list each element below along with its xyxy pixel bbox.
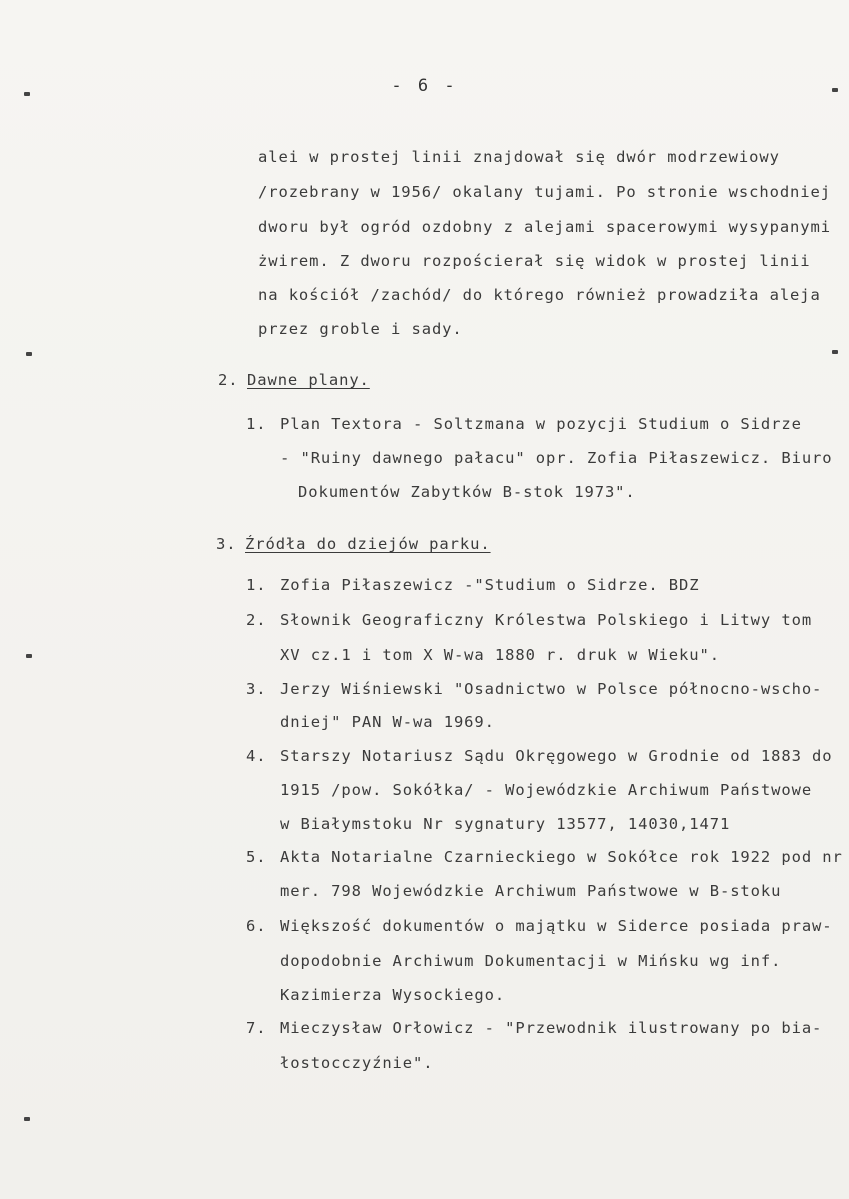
list-item-number: 6. xyxy=(246,917,267,935)
list-item-line: dniej" PAN W-wa 1969. xyxy=(280,713,495,731)
list-item-number: 2. xyxy=(246,611,267,629)
list-item-number: 7. xyxy=(246,1019,267,1037)
text-line: na kościół /zachód/ do którego również prowadziła aleja xyxy=(258,286,821,304)
list-item-line: Plan Textora - Soltzmana w pozycji Studium o Sidrze xyxy=(280,415,802,433)
list-item-line: łostocczyźnie". xyxy=(280,1054,434,1072)
list-item-line: mer. 798 Wojewódzkie Archiwum Państwowe w B-stoku xyxy=(280,882,782,900)
list-item-line: dopodobnie Archiwum Dokumentacji w Mińsku wg inf. xyxy=(280,952,782,970)
text-line: /rozebrany w 1956/ okalany tujami. Po stronie wschodniej xyxy=(258,183,831,201)
list-item-number: 1. xyxy=(246,576,267,594)
section-heading: Źródła do dziejów parku. xyxy=(245,535,491,553)
list-item-number: 3. xyxy=(246,680,267,698)
list-item-number: 1. xyxy=(246,415,267,433)
list-item-line: Starszy Notariusz Sądu Okręgowego w Grodnie od 1883 do xyxy=(280,747,833,765)
list-item-number: 4. xyxy=(246,747,267,765)
text-line: dworu był ogród ozdobny z alejami spacerowymi wysypanymi xyxy=(258,218,831,236)
margin-mark xyxy=(26,352,32,356)
section-number: 3. xyxy=(216,535,237,553)
margin-mark xyxy=(26,654,32,658)
text-line: alei w prostej linii znajdował się dwór modrzewiowy xyxy=(258,148,780,166)
list-item-number: 5. xyxy=(246,848,267,866)
list-item-line: Kazimierza Wysockiego. xyxy=(280,986,506,1004)
list-item-line: XV cz.1 i tom X W-wa 1880 r. druk w Wieku". xyxy=(280,646,720,664)
list-item-line: Zofia Piłaszewicz -"Studium o Sidrze. BDZ xyxy=(280,576,700,594)
list-item-line: Jerzy Wiśniewski "Osadnictwo w Polsce północno-wscho- xyxy=(280,680,823,698)
list-item-line: - "Ruiny dawnego pałacu" opr. Zofia Piłaszewicz. Biuro xyxy=(280,449,833,467)
text-line: przez groble i sady. xyxy=(258,320,463,338)
section-heading: Dawne plany. xyxy=(247,371,370,389)
list-item-line: w Białymstoku Nr sygnatury 13577, 14030,1471 xyxy=(280,815,731,833)
list-item-line: Większość dokumentów o majątku w Siderce posiada praw- xyxy=(280,917,833,935)
margin-mark xyxy=(24,1117,30,1121)
list-item-line: Dokumentów Zabytków B-stok 1973". xyxy=(298,483,636,501)
list-item-line: Akta Notarialne Czarnieckiego w Sokółce rok 1922 pod nr xyxy=(280,848,843,866)
list-item-line: 1915 /pow. Sokółka/ - Wojewódzkie Archiwum Państwowe xyxy=(280,781,813,799)
section-number: 2. xyxy=(218,371,239,389)
page-number: - 6 - xyxy=(391,76,458,96)
margin-mark xyxy=(832,350,838,354)
list-item-line: Słownik Geograficzny Królestwa Polskiego i Litwy tom xyxy=(280,611,813,629)
list-item-line: Mieczysław Orłowicz - "Przewodnik ilustrowany po bia- xyxy=(280,1019,823,1037)
text-line: żwirem. Z dworu rozpościerał się widok w prostej linii xyxy=(258,252,811,270)
